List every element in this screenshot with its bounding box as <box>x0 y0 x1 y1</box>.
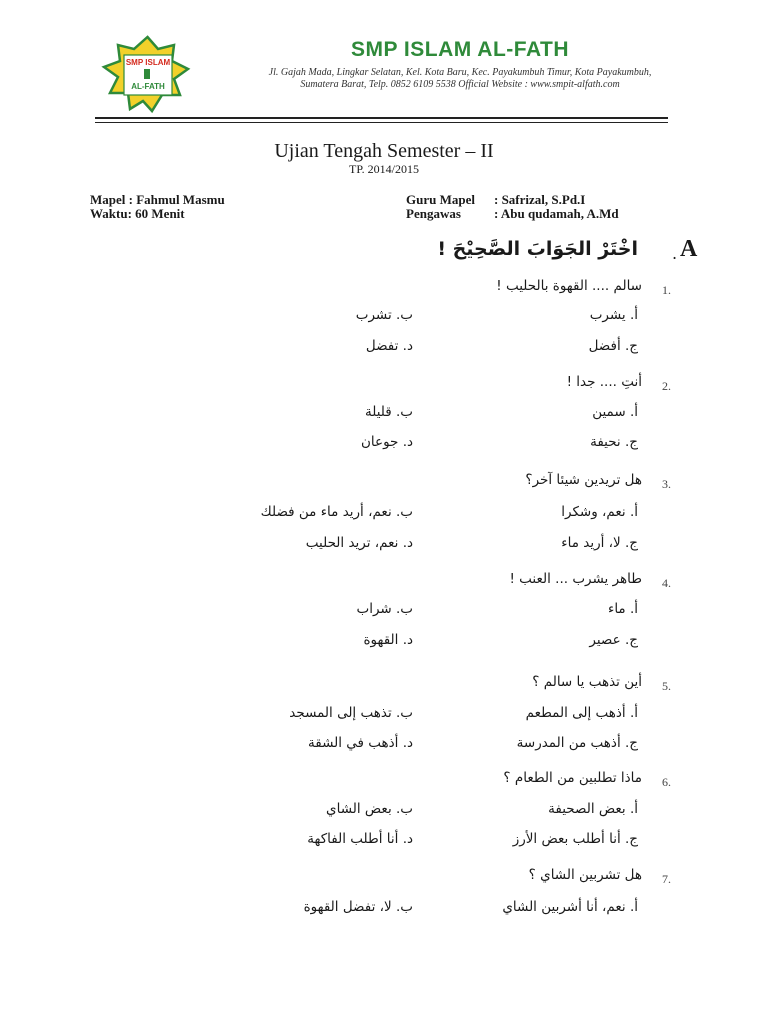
time-info: Waktu: 60 Menit <box>90 206 185 221</box>
header-rule-thin <box>95 122 668 123</box>
letterhead <box>0 0 768 130</box>
option-d: د. جوعان <box>361 434 413 450</box>
logo-text-top: SMP ISLAM <box>125 58 171 67</box>
option-b: ب. تشرب <box>355 307 413 323</box>
question-text: هل تريدين شيئا آخر؟ <box>525 472 642 488</box>
option-a: أ. أذهب إلى المطعم <box>525 705 638 721</box>
option-a: أ. بعض الصحيفة <box>548 801 638 817</box>
question-number: 4. <box>662 576 671 590</box>
header-rule-thick <box>95 117 668 119</box>
option-c: ج. عصير <box>589 632 638 648</box>
question-text: طاهر يشرب ... العنب ! <box>509 571 642 587</box>
school-name: SMP ISLAM AL-FATH <box>350 38 570 61</box>
question-number: 1. <box>662 283 671 297</box>
option-d: د. نعم، تريد الحليب <box>305 535 413 551</box>
subject-info: Mapel : Fahmul Masmu <box>90 192 225 207</box>
section-instruction: اخْتَرْ الجَوَابَ الصَّحِيْحَ ! <box>437 238 638 260</box>
exam-title: Ujian Tengah Semester – II <box>274 140 494 162</box>
option-c: ج. لا، أريد ماء <box>561 535 638 551</box>
option-a: أ. نعم، أنا أشربين الشاي <box>502 899 638 915</box>
proctor-value: : Abu qudamah, A.Md <box>494 206 619 221</box>
exam-year: TP. 2014/2015 <box>348 162 419 176</box>
question-text: هل تشربين الشاي ؟ <box>528 867 642 883</box>
question-text: ماذا تطلبين من الطعام ؟ <box>503 770 642 786</box>
question-number: 2. <box>662 379 671 393</box>
address-line-2: Sumatera Barat, Telp. 0852 6109 5538 Official Website : www.smpit-alfath.com <box>300 79 620 90</box>
logo-text-bottom: AL-FATH <box>131 82 165 91</box>
address-line-1: Jl. Gajah Mada, Lingkar Selatan, Kel. Kota Baru, Kec. Payakumbuh Timur, Kota Payakumbuh, <box>268 67 652 78</box>
question-number: 5. <box>662 679 671 693</box>
section-dot: . <box>672 244 678 263</box>
option-a: أ. سمين <box>592 404 638 420</box>
option-b: ب. قليلة <box>365 404 413 420</box>
proctor-label: Pengawas <box>406 206 461 221</box>
question-text: أين تذهب يا سالم ؟ <box>532 674 642 690</box>
option-c: ج. نحيفة <box>590 434 638 450</box>
question-number: 3. <box>662 477 671 491</box>
option-b: ب. تذهب إلى المسجد <box>289 705 413 721</box>
option-a: أ. نعم، وشكرا <box>561 504 638 520</box>
option-d: د. أذهب في الشقة <box>308 735 413 751</box>
option-d: د. القهوة <box>363 632 413 648</box>
option-c: ج. أفضل <box>588 338 638 354</box>
option-c: ج. أذهب من المدرسة <box>516 735 638 751</box>
option-b: ب. لا، تفضل القهوة <box>303 899 413 915</box>
section-letter: A <box>680 236 698 262</box>
teacher-label: Guru Mapel <box>406 192 475 207</box>
question-text: أنتِ .... جدا ! <box>566 374 642 390</box>
question-text: سالم .... القهوة بالحليب ! <box>496 278 642 294</box>
option-d: د. أنا أطلب الفاكهة <box>307 831 413 847</box>
option-c: ج. أنا أطلب بعض الأرز <box>512 831 638 847</box>
option-d: د. تفضل <box>365 338 413 354</box>
option-b: ب. شراب <box>356 601 413 617</box>
option-b: ب. بعض الشاي <box>326 801 413 817</box>
question-number: 6. <box>662 775 671 789</box>
option-a: أ. يشرب <box>589 307 638 323</box>
option-b: ب. نعم، أريد ماء من فضلك <box>260 504 413 520</box>
option-a: أ. ماء <box>607 601 638 617</box>
teacher-value: : Safrizal, S.Pd.I <box>494 192 586 207</box>
school-logo <box>100 35 195 115</box>
question-number: 7. <box>662 872 671 886</box>
proctor-info <box>406 206 619 222</box>
